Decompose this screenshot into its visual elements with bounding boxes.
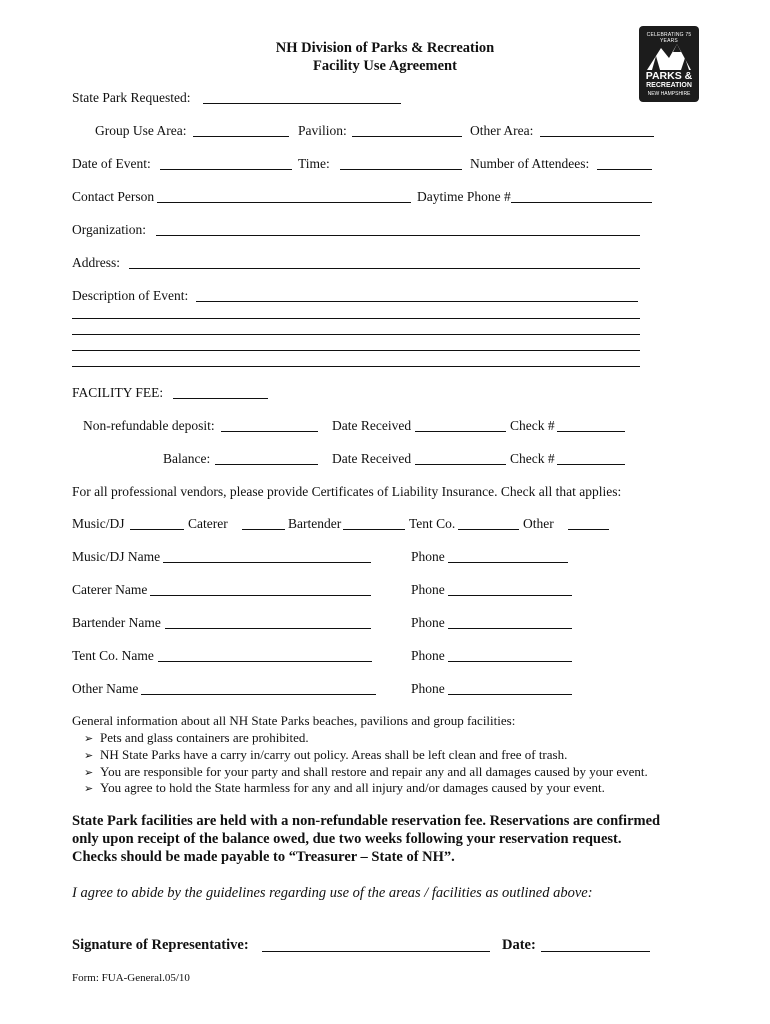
other-check-label: Other: [523, 516, 554, 531]
caterer-check-label: Caterer: [188, 516, 228, 531]
music-dj-name-field[interactable]: [163, 549, 371, 563]
tent-co-check-field[interactable]: [458, 516, 519, 530]
other-area-input[interactable]: [540, 121, 658, 136]
deposit-date-received-label: Date Received: [332, 418, 412, 433]
state-park-requested-field[interactable]: [203, 90, 401, 104]
date-field[interactable]: [541, 938, 650, 952]
pavilion-input[interactable]: [352, 121, 466, 136]
vendors-intro: For all professional vendors, please provide Certificates of Liability Insurance. Check all that applies:: [72, 484, 622, 499]
music-dj-phone-field[interactable]: [448, 549, 568, 563]
signature-input[interactable]: [262, 936, 494, 951]
caterer-check-input[interactable]: [242, 514, 289, 529]
deposit-check-label: Check #: [510, 418, 555, 433]
bartender-name-input[interactable]: [165, 613, 375, 628]
number-of-attendees-label: Number of Attendees:: [470, 156, 590, 171]
caterer-phone-field[interactable]: [448, 582, 572, 596]
list-item: ➢ You agree to hold the State harmless for any and all injury and/or damages caused by your event.: [84, 780, 605, 795]
contact-person-input[interactable]: [157, 187, 415, 202]
time-field[interactable]: [340, 156, 462, 170]
contact-person-field[interactable]: [157, 189, 411, 203]
other-name-label: Other Name: [72, 681, 139, 696]
list-item: ➢ Pets and glass containers are prohibited.: [84, 730, 309, 745]
form-id: Form: FUA-General.05/10: [72, 972, 190, 984]
logo-new-hampshire: NEW HAMPSHIRE: [647, 91, 691, 97]
balance-input[interactable]: [215, 449, 322, 464]
balance-date-received-field[interactable]: [415, 451, 506, 465]
group-use-area-input[interactable]: [193, 121, 293, 136]
tent-co-name-input[interactable]: [158, 646, 376, 661]
deposit-check-input[interactable]: [557, 416, 629, 431]
general-info-intro: General information about all NH State Parks beaches, pavilions and group facilities:: [72, 713, 516, 728]
other-name-field[interactable]: [141, 681, 376, 695]
daytime-phone-label: Daytime Phone #: [417, 189, 511, 204]
facility-fee-label: FACILITY FEE:: [72, 385, 164, 400]
bartender-check-input[interactable]: [343, 514, 409, 529]
policy-line-2: only upon receipt of the balance owed, due two weeks following your reservation request.: [72, 831, 622, 847]
description-input-3[interactable]: [72, 319, 644, 334]
deposit-date-received-input[interactable]: [415, 416, 510, 431]
description-input-5[interactable]: [72, 351, 644, 366]
list-item: ➢ You are responsible for your party and shall restore and repair any and all damages caused by your event.: [84, 764, 648, 779]
organization-field[interactable]: [156, 222, 640, 236]
caterer-name-input[interactable]: [150, 580, 375, 595]
organization-label: Organization:: [72, 222, 146, 237]
balance-date-received-label: Date Received: [332, 451, 412, 466]
tent-co-phone-label: Phone: [411, 648, 445, 663]
bartender-phone-input[interactable]: [448, 613, 576, 628]
address-label: Address:: [72, 255, 120, 270]
bartender-phone-label: Phone: [411, 615, 445, 630]
facility-fee-input[interactable]: [173, 383, 272, 398]
bartender-phone-field[interactable]: [448, 615, 572, 629]
music-dj-check-field[interactable]: [130, 516, 184, 530]
other-check-field[interactable]: [568, 516, 609, 530]
time-label: Time:: [298, 156, 330, 171]
arrow-bullet-icon: ➢: [84, 767, 94, 779]
caterer-name-field[interactable]: [150, 582, 371, 596]
arrow-bullet-icon: ➢: [84, 783, 94, 795]
music-dj-name-input[interactable]: [163, 547, 375, 562]
state-park-requested-input[interactable]: [203, 88, 405, 103]
description-line-5[interactable]: [72, 353, 640, 367]
balance-field[interactable]: [215, 451, 318, 465]
music-dj-phone-label: Phone: [411, 549, 445, 564]
deposit-field[interactable]: [221, 418, 318, 432]
deposit-input[interactable]: [221, 416, 322, 431]
description-line-1[interactable]: [196, 288, 638, 302]
description-line-4[interactable]: [72, 337, 640, 351]
pavilion-field[interactable]: [352, 123, 462, 137]
bartender-check-label: Bartender: [288, 516, 342, 531]
arrow-bullet-icon: ➢: [84, 750, 94, 762]
page-title: NH Division of Parks & Recreation: [275, 40, 495, 56]
agreement-statement: I agree to abide by the guidelines regarding use of the areas / facilities as outlined above:: [72, 885, 593, 901]
policy-line-3: Checks should be made payable to “Treasurer – State of NH”.: [72, 849, 455, 865]
daytime-phone-field[interactable]: [511, 189, 652, 203]
time-input[interactable]: [340, 154, 466, 169]
balance-date-received-input[interactable]: [415, 449, 510, 464]
other-area-label: Other Area:: [470, 123, 534, 138]
other-phone-field[interactable]: [448, 681, 572, 695]
arrow-bullet-icon: ➢: [84, 733, 94, 745]
date-of-event-label: Date of Event:: [72, 156, 151, 171]
deposit-date-received-field[interactable]: [415, 418, 506, 432]
organization-input[interactable]: [156, 220, 644, 235]
number-of-attendees-field[interactable]: [597, 156, 652, 170]
music-dj-name-label: Music/DJ Name: [72, 549, 161, 564]
description-line-3[interactable]: [72, 321, 640, 335]
page-subtitle: Facility Use Agreement: [313, 58, 457, 74]
tent-co-phone-field[interactable]: [448, 648, 572, 662]
description-input-1[interactable]: [196, 286, 642, 301]
balance-check-field[interactable]: [557, 451, 625, 465]
list-item: ➢ NH State Parks have a carry in/carry out policy. Areas shall be left clean and free of trash.: [84, 747, 568, 762]
parks-recreation-logo: [639, 26, 699, 102]
number-of-attendees-input[interactable]: [597, 154, 656, 169]
caterer-name-label: Caterer Name: [72, 582, 148, 597]
policy-line-1: State Park facilities are held with a non-refundable reservation fee. Reservations are confirmed: [72, 813, 661, 829]
date-of-event-input[interactable]: [160, 154, 296, 169]
date-input[interactable]: [541, 936, 654, 951]
group-use-area-label: Group Use Area:: [95, 123, 187, 138]
contact-person-label: Contact Person: [72, 189, 155, 204]
description-input-4[interactable]: [72, 335, 644, 350]
address-input[interactable]: [129, 253, 644, 268]
logo-tagline: CELEBRATING 75 YEARS: [646, 32, 692, 44]
group-use-area-field[interactable]: [193, 123, 289, 137]
other-phone-label: Phone: [411, 681, 445, 696]
date-of-event-field[interactable]: [160, 156, 292, 170]
tent-co-name-field[interactable]: [158, 648, 372, 662]
other-area-field[interactable]: [540, 123, 654, 137]
address-field[interactable]: [129, 255, 640, 269]
bartender-name-field[interactable]: [165, 615, 371, 629]
state-park-requested-label: State Park Requested:: [72, 90, 191, 105]
daytime-phone-input[interactable]: [511, 187, 656, 202]
tent-co-name-label: Tent Co. Name: [72, 648, 154, 663]
caterer-check-field[interactable]: [242, 516, 285, 530]
other-name-input[interactable]: [141, 679, 380, 694]
tent-co-check-label: Tent Co.: [409, 516, 456, 531]
description-line-2[interactable]: [72, 305, 640, 319]
caterer-phone-input[interactable]: [448, 580, 576, 595]
description-input-2[interactable]: [72, 303, 644, 318]
tent-co-check-input[interactable]: [458, 514, 523, 529]
logo-parks: PARKS &: [645, 70, 693, 82]
balance-check-label: Check #: [510, 451, 555, 466]
bartender-check-field[interactable]: [343, 516, 405, 530]
signature-field[interactable]: [262, 938, 490, 952]
deposit-label: Non-refundable deposit:: [83, 418, 215, 433]
balance-label: Balance:: [163, 451, 211, 466]
tent-co-phone-input[interactable]: [448, 646, 576, 661]
signature-label: Signature of Representative:: [72, 937, 249, 953]
music-dj-check-input[interactable]: [130, 514, 188, 529]
pavilion-label: Pavilion:: [298, 123, 347, 138]
balance-check-input[interactable]: [557, 449, 629, 464]
music-dj-check-label: Music/DJ: [72, 516, 125, 531]
music-dj-phone-input[interactable]: [448, 547, 572, 562]
bartender-name-label: Bartender Name: [72, 615, 161, 630]
other-phone-input[interactable]: [448, 679, 576, 694]
date-label: Date:: [502, 937, 536, 953]
logo-recreation: RECREATION: [646, 82, 692, 89]
deposit-check-field[interactable]: [557, 418, 625, 432]
caterer-phone-label: Phone: [411, 582, 445, 597]
other-check-input[interactable]: [568, 514, 613, 529]
facility-fee-field[interactable]: [173, 385, 268, 399]
description-of-event-label: Description of Event:: [72, 288, 189, 303]
mountain-tree-icon: [647, 40, 691, 70]
